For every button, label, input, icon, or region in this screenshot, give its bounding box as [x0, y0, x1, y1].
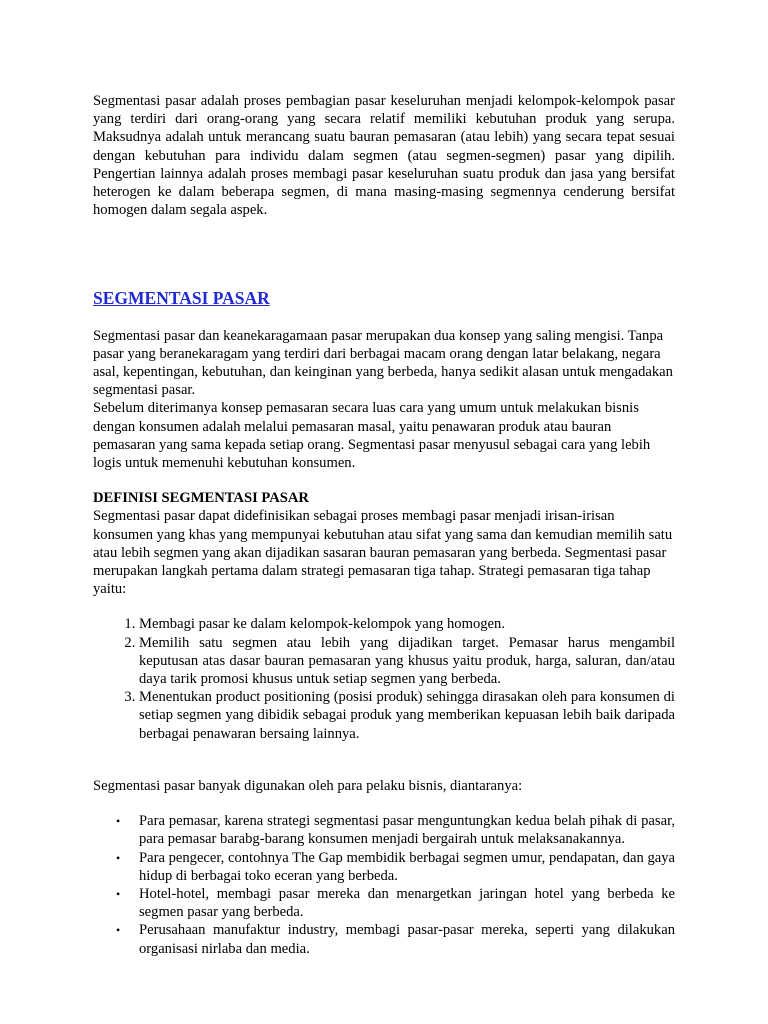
- section-paragraph-2: Sebelum diterimanya konsep pemasaran secara luas cara yang umum untuk melakukan bisnis dengan konsumen adalah melalui pemasaran masal, yaitu penawaran produk atau bauran pemasaran yang sama kepada setiap orang. Segmentasi pasar menyusul sebagai cara yang lebih logis untuk memenuhi kebutuhan konsumen.: [93, 400, 651, 472]
- uses-intro: Segmentasi pasar banyak digunakan oleh para pelaku bisnis, diantaranya:: [93, 777, 523, 794]
- document-page: [93, 92, 675, 958]
- bullet-icon: •: [116, 923, 121, 938]
- definition-heading: DEFINISI SEGMENTASI PASAR: [93, 490, 309, 507]
- bullet-icon: •: [116, 814, 121, 829]
- list-item: 2. Memilih satu segmen atau lebih yang dijadikan target. Pemasar harus mengambil keputusan atas dasar bauran pemasaran yang khusus yaitu produk, harga, saluran, dan/atau daya tarik promosi khusus untuk setiap segmen yang berbeda.: [139, 634, 675, 689]
- list-item: [116, 812, 675, 848]
- definition-paragraph: Segmentasi pasar dapat didefinisikan sebagai proses membagi pasar menjadi irisan-irisan konsumen yang khas yang mempunyai kebutuhan atau sifat yang sama dan kemudian memilih satu atau lebih segmen yang akan dijadikan sasaran bauran pemasaran yang berbeda. Segmentasi pasar merupakan langkah pertama dalam strategi pemasaran tiga tahap. Strategi pemasaran tiga tahap yaitu:: [93, 508, 673, 598]
- list-item-text: Para pemasar, karena strategi segmentasi pasar menguntungkan kedua belah pihak di pasar, para pemasar barabg-barang konsumen menjadi bergairah untuk melaksanakannya.: [139, 813, 675, 848]
- list-item-text: Para pengecer, contohnya The Gap membidik berbagai segmen umur, pendapatan, dan gaya hidup di berbagai toko eceran yang berbeda.: [139, 849, 675, 884]
- intro-paragraph: Segmentasi pasar adalah proses pembagian pasar keseluruhan menjadi kelompok-kelompok pasar yang terdiri dari orang-orang yang secara relatif memiliki kebutuhan produk yang serupa. Maksudnya adalah untuk merancang suatu bauran pemasaran (atau lebih) yang secara tepat sesuai dengan kebutuhan para individu dalam segmen (atau segmen-segmen) pasar yang dipilih. Pengertian lainnya adalah proses membagi pasar keseluruhan suatu produk dan jasa yang bersifat heterogen ke dalam beberapa segmen, di mana masing-masing segmennya cenderung bersifat homogen dalam segala aspek.: [93, 93, 675, 219]
- steps-list: [93, 615, 675, 742]
- list-item: 3. Menentukan product positioning (posisi produk) sehingga dirasakan oleh para konsumen di setiap segmen yang dibidik sebagai produk yang memberikan kepuasan lebih baik daripada berbagai penawaran bersaing lainnya.: [139, 688, 675, 743]
- section-heading-link[interactable]: SEGMENTASI PASAR: [93, 288, 270, 309]
- bullet-icon: •: [116, 886, 121, 901]
- list-item: 1. Membagi pasar ke dalam kelompok-kelompok yang homogen.: [139, 615, 675, 633]
- bullet-icon: •: [116, 850, 121, 865]
- section-paragraph-1: Segmentasi pasar dan keanekaragamaan pasar merupakan dua konsep yang saling mengisi. Tanpa pasar yang beranekaragam yang terdiri dari berbagai macam orang dengan latar belakang, negara asal, kepentingan, kebutuhan, dan keinginan yang berbeda, hanya sedikit alasan untuk mengadakan segmentasi pasar.: [93, 327, 673, 399]
- list-item: [116, 921, 675, 957]
- list-item-text: Hotel-hotel, membagi pasar mereka dan menargetkan jaringan hotel yang berbeda ke segmen pasar yang berbeda.: [139, 885, 675, 921]
- list-item-text: Perusahaan manufaktur industry, membagi pasar-pasar mereka, seperti yang dilakukan organisasi nirlaba dan media.: [139, 922, 675, 957]
- list-item: [116, 849, 675, 885]
- list-item: [116, 885, 675, 921]
- uses-list: [93, 812, 675, 958]
